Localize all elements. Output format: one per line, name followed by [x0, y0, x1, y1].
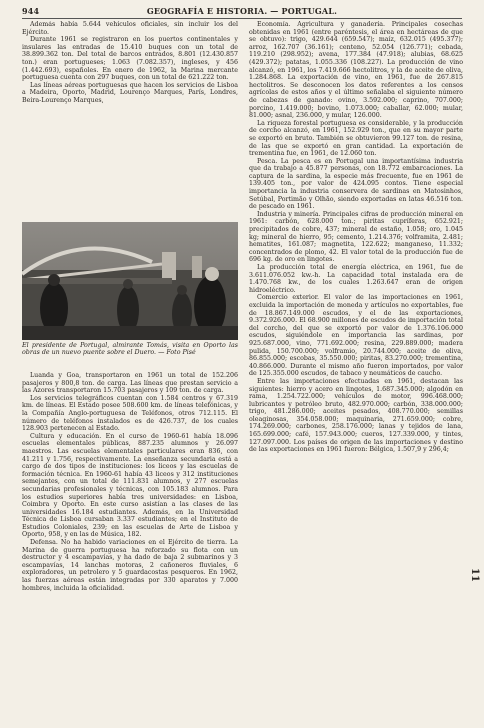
paragraph: La producción total de energía eléctrica, en 1961, fue de 3.611.076.052 kw.-h. La capacidad total instalada era de 1.470.768 kw., de los cuales 1.263.647 eran de origen hidroeléctrico. [249, 264, 463, 294]
running-title: GEOGRAFÍA E HISTORIA. — PORTUGAL. [146, 6, 338, 16]
margin-mark: 11 [469, 568, 480, 582]
paragraph: Economía. Agricultura y ganadería. Principales cosechas obtenidas en 1961 (entre paréntesis, el área en hectáreas de que se obtuvo): trigo, 429.644 (659.547); maíz, 632.015 (495.377); arroz, 162.707 (36.161); centeno, 52.054 (126.771); cebada, 119.210 (298.952); avena, 177.384 (47.918); alubias, 68.625 (429.372); patatas, 1.055.336 (108.227). La producción de vino alcanzó, en 1961, los 7.419.666 hectolitros, y la de aceite de oliva, 1.284.868. La exportación de vino, en 1961, fue de 267.815 hectolitros. Se desconocen los datos referentes a los censos agrícolas de estos años y el último señalaba el siguiente número de cabezas de ganado: ovino, 3.592.000; caprino, 707.000; porcino, 1.419.000; bovino, 1.073.000; caballar, 62.000; mular, 81.000; asnal, 236.000, y mular, 126.000. [249, 21, 463, 120]
paragraph: Comercio exterior. El valor de las importaciones en 1961, excluida la importación de moneda y artículos no exportables, fue de 18.867.149.000 escudos, y el de las exportaciones, 9.372.926.000. El 68.900 millones de escudos de importación total del corcho, del que se exportó por valor de 1.376.106.000 escudos, siguiéndole en importancia las sardinas, por 925.687.000, vino, 771.692.000; resina, 229.889.000; madera pulida, 150.700.000; volframio, 20.744.000; aceite de oliva, 86.855.000; escobas, 35.550.000; piritas, 83.270.000; trementina, 40.866.000. Durante el mismo año fueron importados, por valor de 125.355.000 escudos, de tabaco y neumáticos de caucho. [249, 294, 463, 378]
photograph [22, 222, 238, 340]
paragraph: Durante 1961 se registraron en los puertos continentales y insulares las entradas de 15.410 buques con un total de 38.899.362 ton. Del total de barcos entrados, 8.801 (12.430.857 ton.) eran portugueses; 1.063 (7.082.357), ingleses, y 456 (1.442.693), españoles. En enero de 1962, la Marina mercante portuguesa cuenta con 297 buques, con un total de 621.222 ton. [22, 36, 238, 82]
paragraph: Defensa. No ha habido variaciones en el Ejército de tierra. La Marina de guerra portuguesa ha reforzado su flota con un destructor y 4 escampavías, y ha dado de baja 2 submarinos y 3 escampavías, 14 lanchas motoras, 2 cañoneros fluviales, 6 exploradores, un petrolero y 5 guardacostas pesqueros. En 1962, las fuerzas aéreas están integradas por 330 aparatos y 7.000 hombres, incluida la oficialidad. [22, 539, 238, 592]
left-column-bottom [22, 372, 238, 717]
header-rule [22, 18, 462, 19]
paragraph: Cultura y educación. En el curso de 1960-61 había 18.096 escuelas elementales públicas, 887.235 alumnos y 26.097 maestros. Las escuelas elementales particulares eran 836, con 41.211 y 1.756, respectivamente. La enseñanza secundaria está a cargo de dos tipos de instituciones: los liceos y las escuelas de formación técnica. En 1960-61 había 43 liceos y 312 instituciones semejantes, con un total de 111.831 alumnos, y 277 escuelas secundarias profesionales y técnicas, con 105.183 alumnos. Para los estudios superiores había tres universidades: en Lisboa, Coimbra y Oporto. En este curso asistían a las clases de las universidades 16.184 estudiantes. Además, en la Universidad Técnica de Lisboa cursaban 3.337 estudiantes; en el Instituto de Estudios Coloniales, 239; en las escuelas de Arte de Lisboa y Oporto, 958, y en las de Música, 182. [22, 432, 238, 539]
paragraph: Industria y minería. Principales cifras de producción mineral en 1961: carbón, 628.000 ton.; piritas cupríferas, 652.921; precipitados de cobre, 437; mineral de estaño, 1.058; oro, 1.045 kg; mineral de hierro, 95; cemento, 1.214.376; volframita, 2.481; hematites, 161.087; magnetita, 122.622; manganeso, 11.332; concentrados de plomo, 42. El valor total de la producción fue de 696 kg. de oro en lingotes. [249, 210, 463, 264]
page-header [22, 6, 462, 18]
paragraph: Luanda y Goa, transportaron en 1961 un total de 152.206 pasajeros y 800,8 ton. de carga. Las líneas que prestan servicio a las Azores transportaron 15.703 pasajeros y 109 ton. de carga. [22, 372, 238, 395]
left-column-top [22, 21, 238, 219]
right-column [249, 21, 463, 717]
bridge-visit-photo [22, 222, 238, 340]
paragraph: La riqueza forestal portuguesa es considerable, y la producción de corcho alcanzó, en 1961, 152.929 ton., que en su mayor parte se exportó en bruto. También se obtuvieron 99.127 ton. de resina, de las que se exportó en gran cantidad. La exportación de trementina fue, en 1961, de 12.060 ton. [249, 119, 463, 158]
paragraph: Las líneas aéreas portuguesas que hacen los servicios de Lisboa a Madeira, Oporto, Madrid, Lourenço Marques, París, Londres, Beira-Lourenço Marques, [22, 81, 238, 104]
photo-caption: El presidente de Portugal, almirante Tomás, visita en Oporto las obras de un nuevo puente sobre el Duero. — Foto Pisé [22, 342, 238, 357]
page-number: 944 [22, 6, 40, 16]
paragraph: Los servicios telegráficos cuentan con 1.584 centros y 67.319 km. de líneas. El Estado posee 508.600 km. de líneas telefónicas, y la Compañía Anglo-portuguesa de Teléfonos, otros 712.115. El número de teléfonos instalados es de 426.737, de los cuales 128.903 pertenecen al Estado. [22, 394, 238, 433]
paragraph: Entre las importaciones efectuadas en 1961, destacan las siguientes: hierro y acero en lingotes, 1.687.345.000; algodón en rama, 1.254.722.000; vehículos de motor, 996.468.000; lubricantes y petróleo bruto, 482.970.000; carbón, 338.000.000; trigo, 481.286.000; aceites pesados, 408.770.000; semillas oleaginosas, 354.058.000; maquinaria, 271.659.000; cobre, 174.269.000; carbones, 258.176.000; lanas y tejidos de lana, 165.699.000; café, 157.943.000; cueros, 127.339.000, y tintes, 127.097.000. Los países de origen de las importaciones y destino de las exportaciones en 1961 fueron: Bélgica, 1.507,9 y 296,4; [249, 377, 463, 454]
paragraph: Además había 5.644 vehículos oficiales, sin incluir los del Ejército. [22, 21, 238, 36]
paragraph: Pesca. La pesca es en Portugal una importantísima industria que da trabajo a 45.877 personas, con 18.772 embarcaciones. La captura de la sardina, la especie más frecuente, fue en 1961 de 139.405 ton., por valor de 424.095 contos. Tiene especial importancia la industria conservera de sardinas en Matosinhos, Setúbal, Portimão y Olhão, siendo exportadas en latas 46.516 ton. de pescado en 1961. [249, 157, 463, 211]
